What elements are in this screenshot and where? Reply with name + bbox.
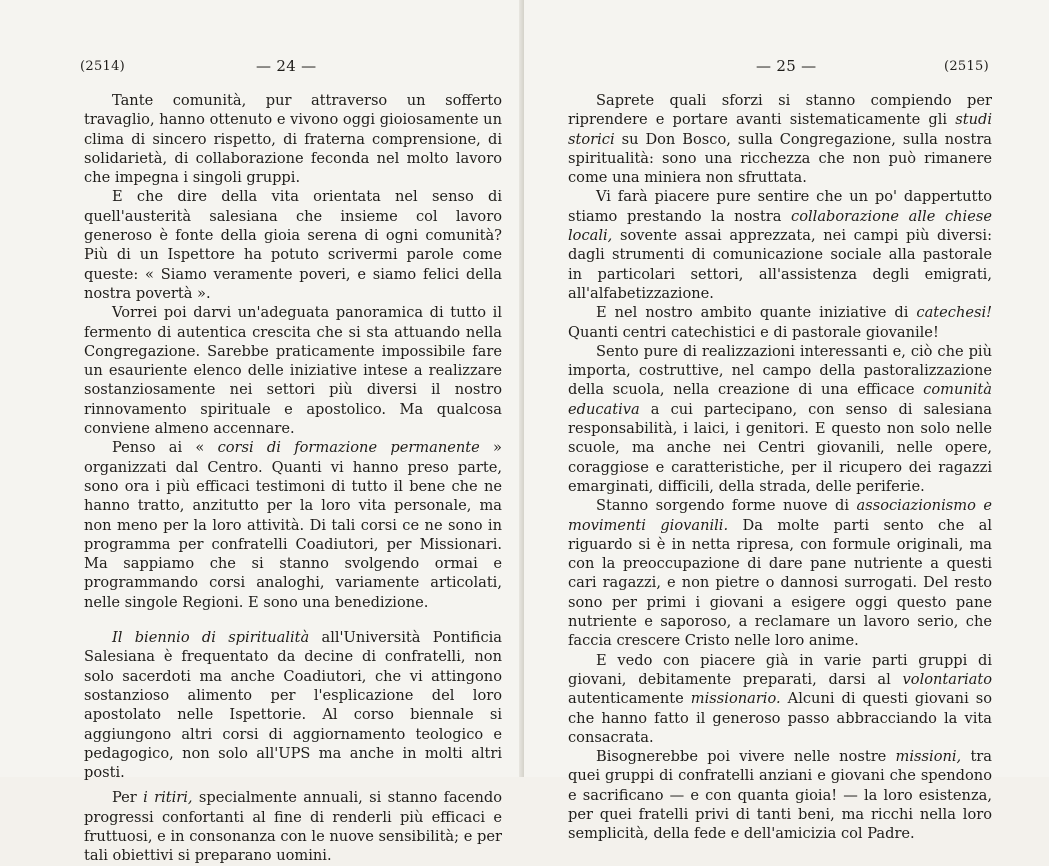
text-run: Saprete quali sforzi si stanno compiendo per riprendere e portare avanti sistematicamente gli [568, 92, 992, 129]
left-folio: (2514) [80, 59, 126, 74]
text-run: Per [112, 789, 144, 807]
text-run: Tante comunità, pur attraverso un sofferto travaglio, hanno ottenuto e vivono oggi gioiosamente un clima di sincero rispetto, di fraterna comprensione, di solidarietà, di collaborazione feconda nel molto lavoro che impegna i singoli gruppi. [84, 92, 502, 187]
paragraph [84, 628, 502, 782]
text-run: Da molte parti sento che al riguardo si è in netta ripresa, con formule originali, ma con la preoccupazione di dare pane nutriente a questi cari ragazzi, e non pietre o dannosi surrogati. Del resto sono per primi i giovani a esigere oggi questo pane nutriente e saporoso, a reclamare un lavoro serio, che faccia crescere Cristo nelle loro anime. [568, 516, 992, 650]
italic-run: catechesi! [916, 304, 992, 322]
paragraph [568, 496, 992, 650]
text-run: Vorrei poi darvi un'adeguata panoramica di tutto il fermento di autentica crescita che si sta attuando nella Congregazione. Sarebbe praticamente impossibile fare un esauriente elenco delle iniziative intese a realizzare sostanziosamente nei settori più diversi il nostro rinnovamento spirituale e apostolico. Ma qualcosa conviene almeno accennare. [84, 304, 502, 438]
italic-run: i ritiri, [143, 789, 193, 807]
italic-run: studi storici [568, 111, 992, 148]
paragraph [84, 91, 502, 187]
text-run: » organizzati dal Centro. Quanti vi hanno preso parte, sono ora i più efficaci testimoni di tutto il bene che ne hanno tratto, anzitutto per la loro vita personale, ma non meno per la loro attività. Di tali corsi ce ne sono in programma per confratelli Coadiutori, per Missionari. Ma sappiamo che si stanno svolgendo ormai e programmando corsi analoghi, variamente articolati, nelle singole Regioni. E sono una benedizione. [84, 439, 502, 611]
text-run: tra quei gruppi di confratelli anziani e giovani che spendono e sacrificano — e con quanta gioia! — la loro esistenza, per quei fratelli privi di tanti beni, ma ricchi nella loro semplicità, della fede e dell'amicizia col Padre. [568, 748, 992, 843]
right-folio: (2515) [943, 59, 989, 74]
left-page [0, 0, 524, 865]
paragraph [84, 187, 502, 303]
text-run: sovente assai apprezzata, nei campi più diversi: dagli strumenti di comunicazione sociale alla pastorale in particolari settori, all'assistenza degli emigrati, all'alfabetizzazione. [568, 227, 992, 302]
text-run: su Don Bosco, sulla Congregazione, sulla nostra spiritualità: sono una ricchezza che non può rimanere come una miniera non sfruttata. [568, 130, 992, 187]
left-body-text [84, 91, 502, 866]
text-run: all'Università Pontificia Salesiana è frequentato da decine di confratelli, non solo sacerdoti ma anche Coadiutori, che vi attingono sostanzioso alimento per l'esplicazione del loro apostolato nelle Ispettorie. Al corso biennale si aggiungono altri corsi di aggiornamento teologico e pedagogico, non solo all'UPS ma anche in molti altri posti. [84, 629, 503, 782]
italic-run: corsi di formazione permanente [217, 439, 480, 457]
italic-run: collaborazione alle chiese locali, [568, 207, 992, 245]
text-run: Penso ai « [112, 439, 218, 457]
paragraph [568, 91, 992, 187]
right-body-text [568, 91, 992, 844]
paragraph [568, 303, 992, 342]
paragraph [84, 303, 502, 438]
italic-run: missionario. [690, 690, 781, 708]
italic-run: volontariato [902, 670, 992, 688]
text-run: Sento pure di realizzazioni interessanti e, ciò che più importa, costruttive, nel campo della pastoralizzazione della scuola, nella creazione di una efficace [568, 342, 992, 399]
text-run: Bisognerebbe poi vivere nelle nostre [596, 748, 896, 766]
paragraph [84, 438, 502, 612]
italic-run: Il biennio di spiritualità [112, 629, 310, 647]
italic-run: comunità educativa [568, 381, 992, 418]
text-run: a cui partecipano, con senso di salesiana responsabilità, i laici, i genitori. E questo non solo nelle scuole, ma anche nei Centri giovanili, nelle opere, coraggiose e caratteristiche, per il ricupero dei ragazzi emarginati, difficili, della strada, delle periferie. [568, 400, 992, 495]
paragraph [568, 187, 992, 303]
text-run: E nel nostro ambito quante iniziative di [596, 304, 917, 322]
text-run: E che dire della vita orientata nel senso di quell'austerità salesiana che insieme col lavoro generoso è fonte della gioia serena di ogni comunità? Più di un Ispettore ha potuto scrivermi parole come queste: « Siamo veramente poveri, e siamo felici della nostra povertà ». [84, 188, 502, 302]
left-page-number: — 24 — [256, 57, 317, 75]
paragraph [568, 342, 992, 496]
italic-run: missioni, [895, 748, 962, 766]
text-run: autenticamente [568, 690, 691, 708]
text-run: E vedo con piacere già in varie parti gruppi di giovani, debitamente preparati, darsi al [568, 651, 992, 688]
text-run: Stanno sorgendo forme nuove di [596, 497, 857, 515]
text-run: Vi farà piacere pure sentire che un po' dappertutto stiamo prestando la nostra [568, 188, 992, 225]
right-page [524, 0, 1049, 843]
text-run: Alcuni di questi giovani so che hanno fatto il generoso passo abbracciando la vita consacrata. [568, 690, 993, 746]
italic-run: associazionismo e movimenti giovanili. [568, 497, 992, 534]
paragraph [568, 747, 992, 843]
right-page-number: — 25 — [756, 57, 817, 75]
paragraph [84, 788, 502, 865]
paragraph [568, 651, 992, 747]
text-run: Quanti centri catechistici e di pastorale giovanile! [568, 323, 939, 341]
text-run: specialmente annuali, si stanno facendo progressi confortanti al fine di renderli più efficaci e fruttuosi, e in consonanza con le nuove sensibilità; e per tali obiettivi si preparano uomini. [84, 789, 503, 865]
